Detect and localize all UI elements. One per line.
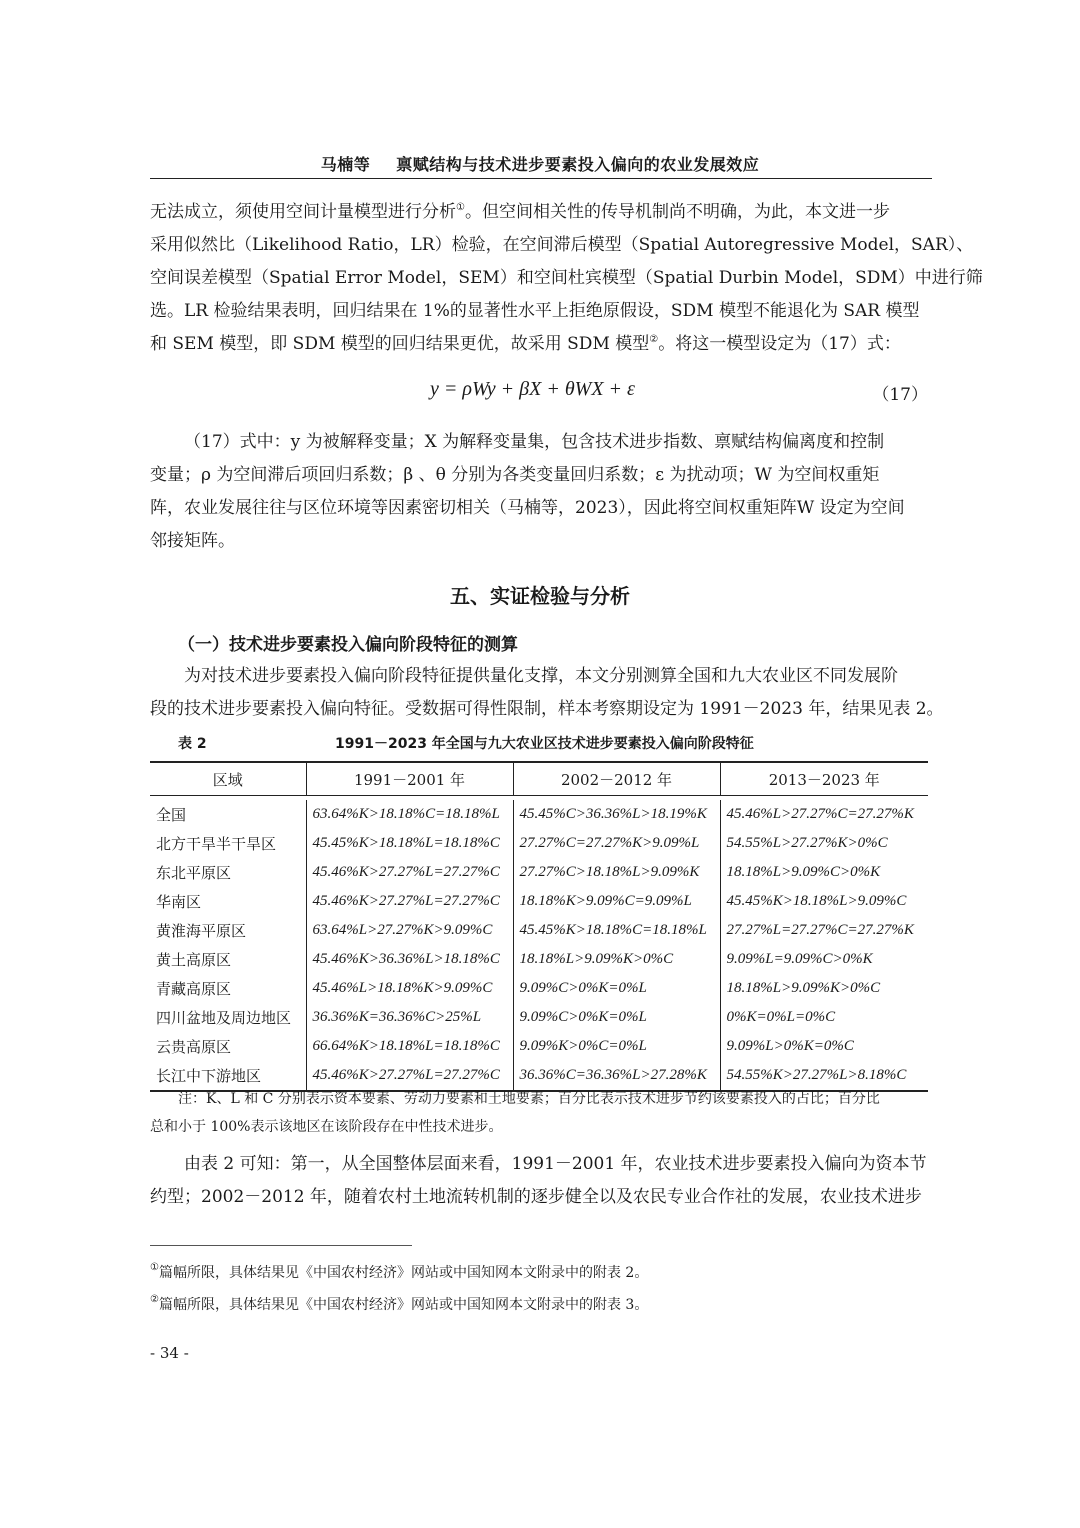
bias-cell: 63.64%K>18.18%C=18.18%L bbox=[306, 800, 513, 829]
bias-cell: 66.64%K>18.18%L=18.18%C bbox=[306, 1032, 513, 1061]
bias-cell: 45.46%K>27.27%L=27.27%C bbox=[306, 887, 513, 916]
footnote-text-1: 篇幅所限，具体结果见《中国农村经济》网站或中国知网本文附录中的附表 2。 bbox=[158, 1265, 649, 1281]
bias-cell: 18.18%L>9.09%C>0%K bbox=[720, 858, 928, 887]
bias-cell: 45.45%C>36.36%L>18.19%K bbox=[513, 800, 720, 829]
bias-cell: 18.18%K>9.09%C=9.09%L bbox=[513, 887, 720, 916]
bias-cell: 27.27%L=27.27%C=27.27%K bbox=[720, 916, 928, 945]
table-note bbox=[150, 1085, 936, 1141]
text-line: 段的技术进步要素投入偏向特征。受数据可得性限制，样本考察期设定为 1991－2023 年，结果见表 2。 bbox=[150, 699, 944, 719]
bias-cell: 9.09%L=9.09%C>0%K bbox=[720, 945, 928, 974]
note-line: 总和小于 100%表示该地区在该阶段存在中性技术进步。 bbox=[150, 1119, 503, 1135]
text-line: 和 SEM 模型，即 SDM 模型的回归结果更优，故采用 SDM 模型②。将这一模型设定为（17）式： bbox=[150, 334, 901, 354]
equation-17 bbox=[150, 378, 936, 412]
bias-cell: 18.18%L>9.09%K>0%C bbox=[513, 945, 720, 974]
table-header-row bbox=[150, 762, 928, 796]
bias-cell: 45.45%K>18.18%C=18.18%L bbox=[513, 916, 720, 945]
region-cell: 全国 bbox=[156, 806, 187, 824]
bias-cell: 0%K=0%L=0%C bbox=[720, 1003, 928, 1032]
paragraph-variable-definitions bbox=[150, 426, 936, 558]
subsection-heading: （一）技术进步要素投入偏向阶段特征的测算 bbox=[178, 635, 518, 655]
text-line: （17）式中：y 为被解释变量；X 为解释变量集，包含技术进步指数、禀赋结构偏离度和控制 bbox=[184, 432, 885, 452]
bias-cell: 45.46%K>27.27%L=27.27%C bbox=[306, 858, 513, 887]
region-cell: 黄土高原区 bbox=[156, 951, 232, 969]
region-cell: 北方干旱半干旱区 bbox=[156, 835, 277, 853]
text-line: 约型；2002－2012 年，随着农村土地流转机制的逐步健全以及农民专业合作社的发展，农业技术进步 bbox=[150, 1187, 922, 1207]
table-title: 1991－2023 年全国与九大农业区技术进步要素投入偏向阶段特征 bbox=[335, 736, 754, 752]
header-divider bbox=[150, 178, 932, 179]
text-line: 由表 2 可知：第一，从全国整体层面来看，1991－2001 年，农业技术进步要素投入偏向为资本节 bbox=[184, 1154, 927, 1174]
table-row bbox=[150, 858, 928, 887]
region-cell: 东北平原区 bbox=[156, 864, 232, 882]
bias-cell: 45.46%K>27.27%L=27.27%C bbox=[306, 1061, 513, 1091]
text-line: 为对技术进步要素投入偏向阶段特征提供量化支撑，本文分别测算全国和九大农业区不同发展阶 bbox=[184, 666, 898, 686]
col-header-region: 区域 bbox=[150, 762, 306, 796]
running-header bbox=[150, 152, 930, 175]
bias-cell: 27.27%C>18.18%L>9.09%K bbox=[513, 858, 720, 887]
region-cell: 黄淮海平原区 bbox=[156, 922, 247, 940]
bias-cell: 9.09%C>0%K=0%L bbox=[513, 1003, 720, 1032]
equation-number: （17） bbox=[872, 385, 928, 405]
footnote-ref-2[interactable]: ② bbox=[649, 334, 659, 345]
paragraph-findings bbox=[150, 1148, 936, 1214]
equation-formula: y = ρWy + βX + θWX + ε bbox=[430, 378, 635, 400]
bias-cell: 9.09%K>0%C=0%L bbox=[513, 1032, 720, 1061]
bias-cell: 45.45%K>18.18%L=18.18%C bbox=[306, 829, 513, 858]
footnote-2 bbox=[150, 1294, 648, 1314]
region-cell: 四川盆地及周边地区 bbox=[156, 1009, 292, 1027]
bias-cell: 45.46%K>36.36%L>18.18%C bbox=[306, 945, 513, 974]
section-heading: 五、实证检验与分析 bbox=[450, 584, 630, 608]
bias-cell: 36.36%C=36.36%L>27.28%K bbox=[513, 1061, 720, 1091]
bias-cell: 27.27%C=27.27%K>9.09%L bbox=[513, 829, 720, 858]
bias-cell: 36.36%K=36.36%C>25%L bbox=[306, 1003, 513, 1032]
text-line: 变量；ρ 为空间滞后项回归系数；β 、θ 分别为各类变量回归系数；ε 为扰动项；W 为空间权重矩 bbox=[150, 465, 880, 485]
footnote-ref-1[interactable]: ① bbox=[456, 202, 465, 213]
table-row bbox=[150, 800, 928, 829]
footnote-1 bbox=[150, 1262, 648, 1282]
bias-cell: 63.64%L>27.27%K>9.09%C bbox=[306, 916, 513, 945]
bias-stage-table bbox=[150, 761, 928, 1092]
header-authors: 马楠等 bbox=[320, 155, 371, 174]
table-row bbox=[150, 974, 928, 1003]
paragraph-table-intro bbox=[150, 660, 944, 726]
bias-cell: 45.46%L>18.18%K>9.09%C bbox=[306, 974, 513, 1003]
bias-cell: 45.45%K>18.18%L>9.09%C bbox=[720, 887, 928, 916]
table-row bbox=[150, 829, 928, 858]
footnote-divider bbox=[150, 1245, 412, 1246]
page-number: - 34 - bbox=[150, 1344, 189, 1362]
table-row bbox=[150, 945, 928, 974]
col-header-1991-2001: 1991－2001 年 bbox=[306, 762, 513, 796]
text-line: 阵，农业发展往往与区位环境等因素密切相关（马楠等，2023），因此将空间权重矩阵W 设定为空间 bbox=[150, 498, 905, 518]
table-row bbox=[150, 1003, 928, 1032]
bias-cell: 9.09%C>0%K=0%L bbox=[513, 974, 720, 1003]
table-row bbox=[150, 916, 928, 945]
bias-cell: 54.55%L>27.27%K>0%C bbox=[720, 829, 928, 858]
bias-cell: 54.55%K>27.27%L>8.18%C bbox=[720, 1061, 928, 1091]
text-line: 采用似然比（Likelihood Ratio，LR）检验，在空间滞后模型（Spatial Autoregressive Model，SAR）、 bbox=[150, 235, 974, 255]
header-title: 禀赋结构与技术进步要素投入偏向的农业发展效应 bbox=[396, 155, 760, 174]
footnote-mark-2: ② bbox=[150, 1294, 159, 1305]
bias-cell: 45.46%L>27.27%C=27.27%K bbox=[720, 800, 928, 829]
text-line: 邻接矩阵。 bbox=[150, 531, 235, 551]
text-line: 空间误差模型（Spatial Error Model，SEM）和空间杜宾模型（Spatial Durbin Model，SDM）中进行筛 bbox=[150, 268, 983, 288]
text-line: 选。LR 检验结果表明，回归结果在 1%的显著性水平上拒绝原假设，SDM 模型不能退化为 SAR 模型 bbox=[150, 301, 920, 321]
paragraph-model-selection bbox=[150, 196, 983, 361]
col-header-2013-2023: 2013－2023 年 bbox=[720, 762, 928, 796]
text-line: 无法成立，须使用空间计量模型进行分析①。但空间相关性的传导机制尚不明确，为此，本文进一步 bbox=[150, 202, 890, 222]
table-row bbox=[150, 887, 928, 916]
table-row bbox=[150, 1032, 928, 1061]
footnote-mark-1: ① bbox=[150, 1262, 159, 1273]
bias-cell: 18.18%L>9.09%K>0%C bbox=[720, 974, 928, 1003]
region-cell: 青藏高原区 bbox=[156, 980, 232, 998]
region-cell: 华南区 bbox=[156, 893, 202, 911]
region-cell: 云贵高原区 bbox=[156, 1038, 232, 1056]
table-label: 表 2 bbox=[178, 736, 207, 752]
footnote-text-2: 篇幅所限，具体结果见《中国农村经济》网站或中国知网本文附录中的附表 3。 bbox=[158, 1297, 649, 1313]
col-header-2002-2012: 2002－2012 年 bbox=[513, 762, 720, 796]
region-cell: 长江中下游地区 bbox=[150, 1061, 306, 1091]
note-line: 注：K、L 和 C 分别表示资本要素、劳动力要素和土地要素；百分比表示技术进步节约该要素投入的占比；百分比 bbox=[178, 1091, 880, 1107]
bias-cell: 9.09%L>0%K=0%C bbox=[720, 1032, 928, 1061]
